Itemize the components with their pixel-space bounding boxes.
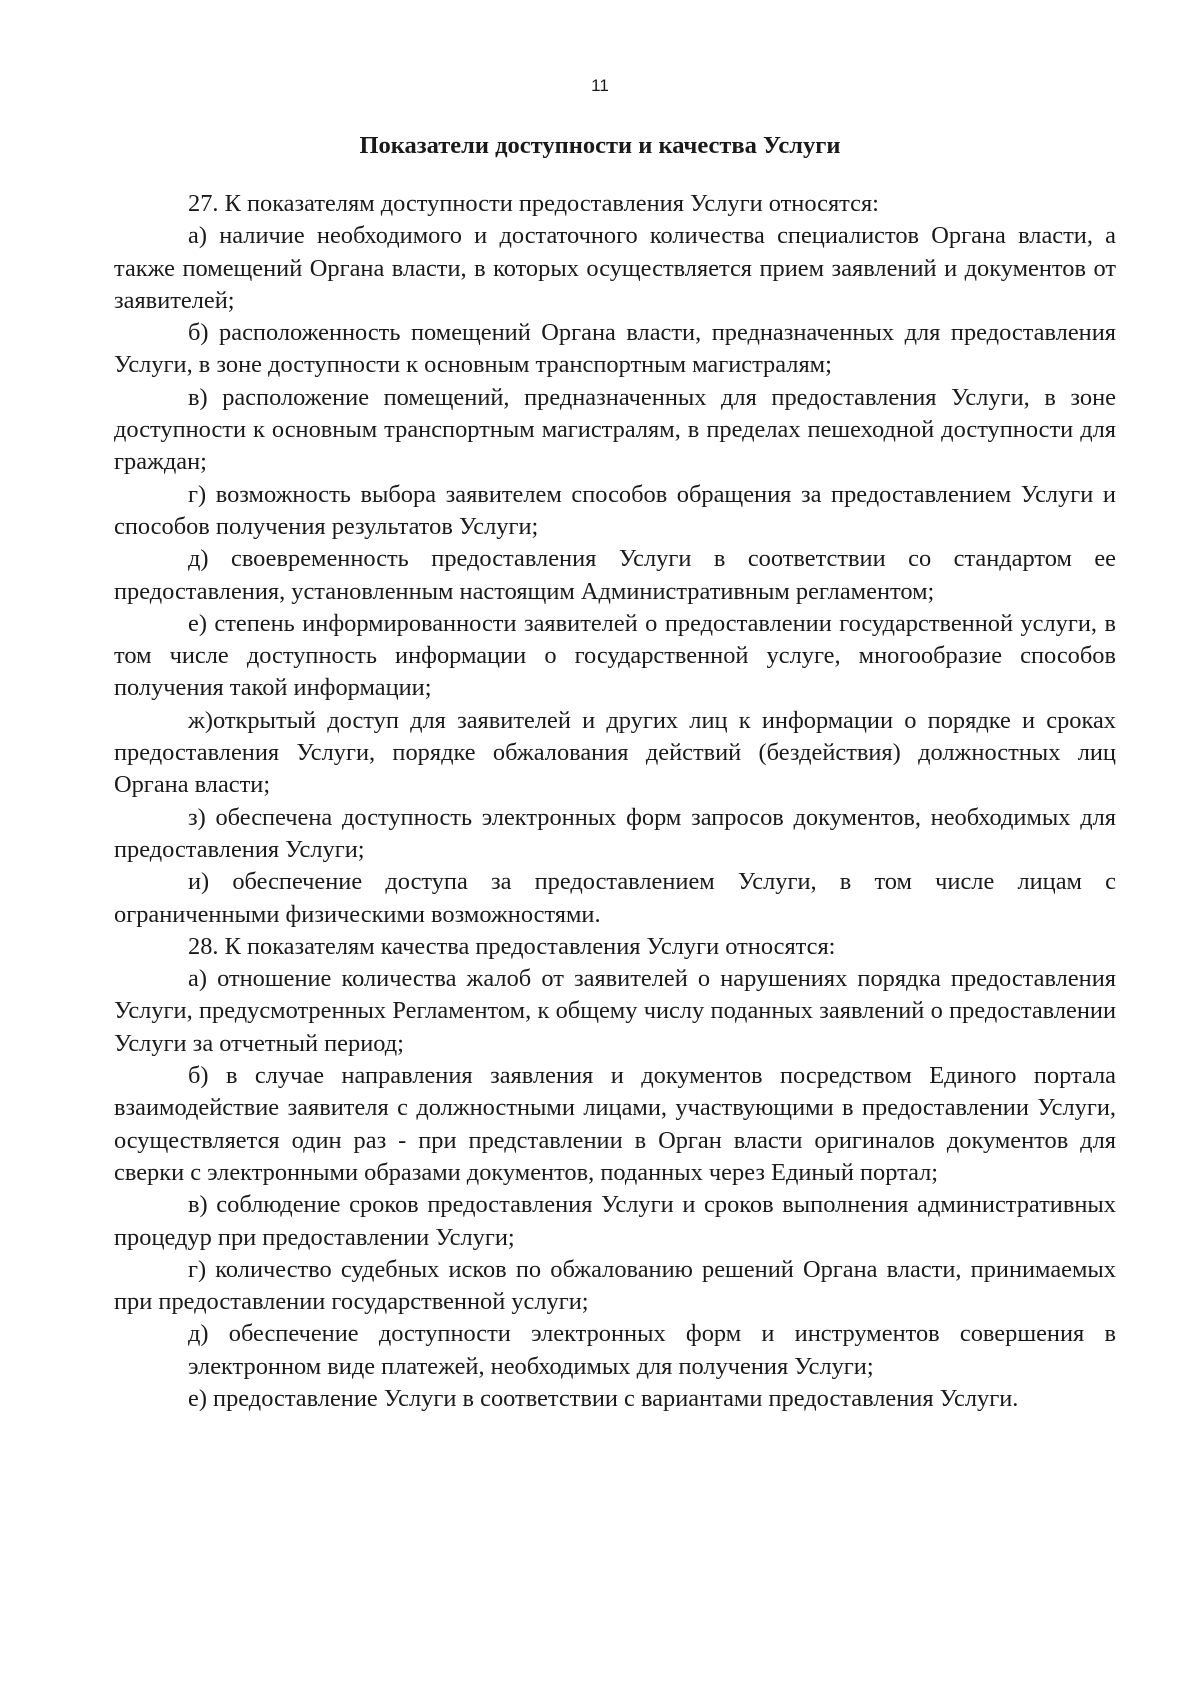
paragraph-27-b: б) расположенность помещений Органа власти, предназначенных для предоставления Услуги, в зоне доступности к основным транспортным магистралям; — [114, 319, 1116, 379]
section-title: Показатели доступности и качества Услуги — [359, 132, 841, 159]
paragraph-27-g: г) возможность выбора заявителем способов обращения за предоставлением Услуги и способов получения результатов Услуги; — [114, 480, 1116, 540]
paragraph-27-e: е) степень информированности заявителей о предоставлении государственной услуги, в том числе доступность информации о государственной услуге, многообразие способов получения такой информации; — [114, 609, 1116, 702]
paragraph-27-v: в) расположение помещений, предназначенных для предоставления Услуги, в зоне доступности к основным транспортным магистралям, в пределах пешеходной доступности для граждан; — [114, 383, 1116, 476]
paragraph-27: 27. К показателям доступности предоставления Услуги относятся: — [188, 190, 879, 217]
paragraph-28-b: б) в случае направления заявления и документов посредством Единого портала взаимодействие заявителя с должностными лицами, участвующими в предоставлении Услуги, осуществляется один раз - при представлении в Орган власти оригиналов документов для сверки с электронными образами документов, поданных через Единый портал; — [114, 1062, 1116, 1186]
paragraph-28-g: г) количество судебных исков по обжалованию решений Органа власти, принимаемых при предоставлении государственной услуги; — [114, 1255, 1116, 1316]
paragraph-28-d: д) обеспечение доступности электронных форм и инструментов совершения в электронном виде платежей, необходимых для получения Услуги; — [188, 1320, 1116, 1380]
paragraph-27-d: д) своевременность предоставления Услуги в соответствии со стандартом ее предоставления, установленным настоящим Административным регламентом; — [114, 545, 1116, 605]
paragraph-28: 28. К показателям качества предоставления Услуги относятся: — [188, 932, 836, 960]
paragraph-28-a: а) отношение количества жалоб от заявителей о нарушениях порядка предоставления Услуги, предусмотренных Регламентом, к общему числу поданных заявлений о предоставлении Услуги за отчетный период; — [114, 965, 1116, 1057]
paragraph-27-a: а) наличие необходимого и достаточного количества специалистов Органа власти, а также помещений Органа власти, в которых осуществляется прием заявлений и документов от заявителей; — [114, 222, 1116, 314]
paragraph-28-v: в) соблюдение сроков предоставления Услуги и сроков выполнения административных процедур при предоставлении Услуги; — [114, 1191, 1116, 1251]
body-text — [114, 188, 1116, 1415]
page-number: 11 — [591, 76, 609, 95]
paragraph-27-z: з) обеспечена доступность электронных форм запросов документов, необходимых для предоставления Услуги; — [114, 803, 1116, 863]
paragraph-28-e: е) предоставление Услуги в соответствии с вариантами предоставления Услуги. — [188, 1384, 1019, 1412]
paragraph-27-zh: ж)открытый доступ для заявителей и других лиц к информации о порядке и сроках предоставления Услуги, порядке обжалования действий (бездействия) должностных лиц Органа власти; — [114, 706, 1116, 799]
paragraph-27-i: и) обеспечение доступа за предоставлением Услуги, в том числе лицам с ограниченными физическими возможностями. — [114, 868, 1116, 928]
